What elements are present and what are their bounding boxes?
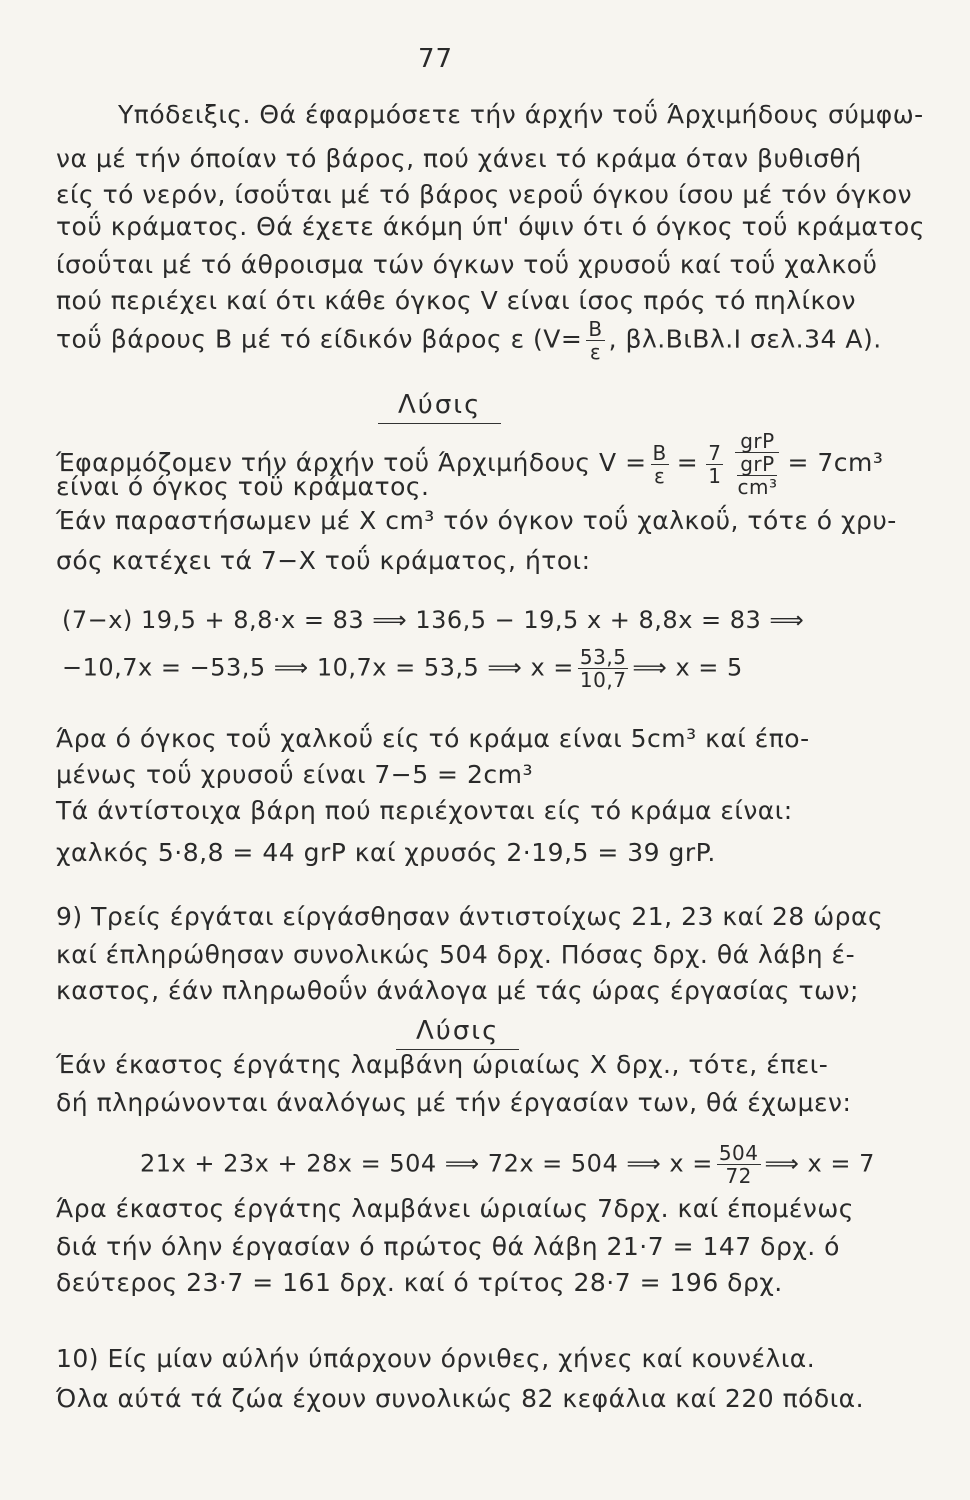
frac-num-7: 7	[708, 440, 722, 465]
fraction-7-over-1	[706, 442, 723, 487]
unit-den-den: cm³	[737, 475, 778, 499]
fraction-x	[578, 646, 629, 691]
hint-last-start: τοΰ βάρους B μέ τό είδικόν βάρος ε (V=	[56, 324, 583, 354]
solution-heading-2: Λύσις	[416, 1016, 500, 1046]
equation-3-end: ⟹ x = 7	[764, 1149, 875, 1178]
frac-den-e: ε	[654, 463, 666, 488]
equation-3	[140, 1142, 875, 1187]
solution1-line-5: Άρα ό όγκος τοΰ χαλκοΰ είς τό κράμα είναι 5cm³ καί έπο-	[56, 724, 810, 753]
solution2-line-3: Άρα έκαστος έργάτης λαμβάνει ώριαίως 7δρχ. καί έπομένως	[56, 1194, 854, 1223]
hint-line-7	[56, 318, 882, 363]
solution1-line-8: χαλκός 5·8,8 = 44 grP καί χρυσός 2·19,5 = 39 grP.	[56, 838, 716, 867]
hint-line-4: τοΰ κράματος. Θά έχετε άκόμη ύπ' όψιν ότι ό όγκος τοΰ κράματος	[56, 212, 925, 241]
unit-den-num: grP	[737, 453, 777, 476]
frac-num-504: 504	[718, 1141, 759, 1165]
hint-last-end: , βλ.ΒιΒλ.Ι σελ.34 Α).	[608, 324, 882, 354]
hint-line-2: να μέ τήν όποίαν τό βάρος, πού χάνει τό κράμα όταν βυθισθή	[56, 144, 862, 173]
solution2-line-1: Έάν έκαστος έργάτης λαμβάνη ώριαίως X δρχ., τότε, έπει-	[56, 1050, 829, 1079]
frac-den-72: 72	[725, 1164, 752, 1188]
solution2-line-2: δή πληρώνονται άναλόγως μέ τήν έργασίαν των, θά έχωμεν:	[56, 1088, 852, 1117]
equation-2-start: −10,7x = −53,5 ⟹ 10,7x = 53,5 ⟹ x =	[62, 653, 574, 682]
frac-num-x: 53,5	[579, 645, 627, 669]
fraction-b-over-e	[651, 442, 669, 487]
problem9-line-3: καστος, έάν πληρωθοΰν άνάλογα μέ τάς ώρας έργασίας των;	[56, 976, 859, 1005]
solution2-line-5: δεύτερος 23·7 = 161 δρχ. καί ό τρίτος 28·7 = 196 δρχ.	[56, 1268, 783, 1297]
problem9-line-2: καί έπληρώθησαν συνολικώς 504 δρχ. Πόσας δρχ. θά λάβη έ-	[56, 940, 856, 969]
equation-2-end: ⟹ x = 5	[632, 653, 743, 682]
equals-sign: =	[676, 448, 699, 477]
equation-1: (7−x) 19,5 + 8,8·x = 83 ⟹ 136,5 − 19,5 x + 8,8x = 83 ⟹	[62, 606, 805, 634]
solution-heading-1: Λύσις	[398, 390, 482, 420]
volume-result: = 7cm³	[787, 448, 884, 477]
solution1-line-2: είναι ό όγκος τοΰ κράματος.	[56, 472, 430, 501]
unit-den	[735, 453, 779, 498]
hint-line-3: είς τό νερόν, ίσοΰται μέ τό βάρος νεροΰ όγκου ίσου μέ τόν όγκον	[56, 180, 913, 209]
frac-den-x: 10,7	[579, 668, 627, 692]
volume-fraction	[586, 318, 604, 363]
problem10-line-2: Όλα αύτά τά ζώα έχουν συνολικώς 82 κεφάλια καί 220 πόδια.	[56, 1384, 865, 1413]
solution1-line-1-text: Έφαρμόζομεν τήν άρχήν τοΰ Άρχιμήδους V =	[56, 448, 647, 477]
solution1-line-3: Έάν παραστήσωμεν μέ X cm³ τόν όγκον τοΰ χαλκοΰ, τότε ό χρυ-	[56, 506, 897, 535]
frac-num-b: B	[652, 440, 667, 465]
volume-fraction-num: B	[588, 317, 603, 341]
equation-3-start: 21x + 23x + 28x = 504 ⟹ 72x = 504 ⟹ x =	[140, 1149, 713, 1178]
hint-line-5: ίσοΰται μέ τό άθροισμα τών όγκων τοΰ χρυσοΰ καί τοΰ χαλκοΰ	[56, 250, 878, 279]
fraction-504-72	[717, 1142, 761, 1187]
equation-2	[62, 646, 743, 691]
frac-den-1: 1	[708, 463, 722, 488]
hint-line-1: Υπόδειξις. Θά έφαρμόσετε τήν άρχήν τοΰ Άρχιμήδους σύμφω-	[118, 100, 924, 129]
unit-fraction	[735, 430, 779, 498]
volume-fraction-den: ε	[589, 340, 602, 364]
solution1-line-7: Τά άντίστοιχα βάρη πού περιέχονται είς τό κράμα είναι:	[56, 796, 793, 825]
problem10-line-1: 10) Είς μίαν αύλήν ύπάρχουν όρνιθες, χήνες καί κουνέλια.	[56, 1344, 816, 1373]
hint-line-6: πού περιέχει καί ότι κάθε όγκος V είναι ίσος πρός τό πηλίκον	[56, 286, 856, 315]
solution1-line-4: σός κατέχει τά 7−X τοΰ κράματος, ήτοι:	[56, 546, 591, 575]
solution1-line-6: μένως τοΰ χρυσοΰ είναι 7−5 = 2cm³	[56, 760, 533, 789]
unit-num: grP	[735, 430, 779, 453]
problem9-line-1: 9) Τρείς έργάται είργάσθησαν άντιστοίχως 21, 23 καί 28 ώρας	[56, 902, 884, 931]
page-number: 77	[418, 44, 454, 74]
solution2-line-4: διά τήν όλην έργασίαν ό πρώτος θά λάβη 21·7 = 147 δρχ. ό	[56, 1232, 840, 1261]
